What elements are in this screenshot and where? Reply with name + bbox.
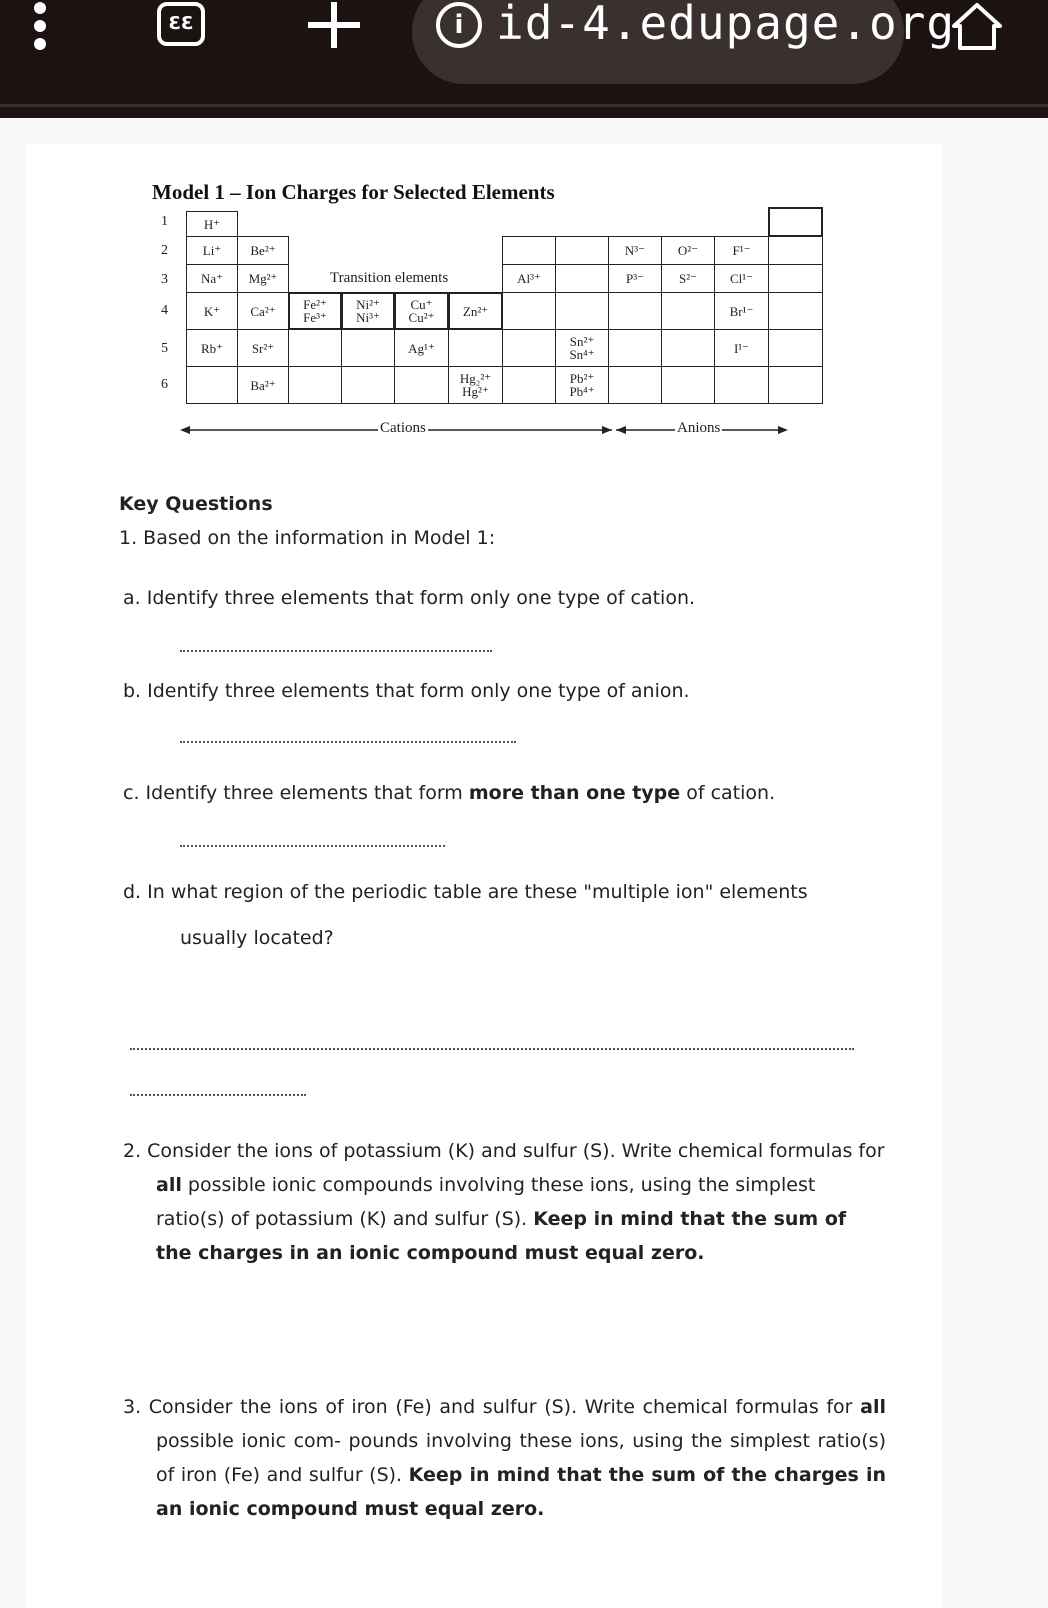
cell-ba	[237, 366, 289, 404]
cell-empty	[394, 366, 449, 404]
q2-bold-all: all	[156, 1174, 182, 1196]
ion-label: Cu⁺	[410, 297, 433, 312]
row-number: 2	[161, 243, 168, 258]
q2-text: 2. Consider the ions of potassium (K) and sulfur (S). Write chemical formulas for	[123, 1140, 885, 1162]
cell-rb	[186, 329, 238, 367]
ion-label: N³⁻	[624, 243, 646, 258]
cell-al	[502, 264, 556, 293]
ion-label: Hg₂²⁺	[459, 371, 492, 386]
question-1: 1. Based on the information in Model 1:	[119, 527, 496, 549]
q1c-text-end: of cation.	[680, 782, 776, 804]
toolbar-divider	[0, 104, 1048, 107]
cell-hg	[448, 366, 503, 404]
cell-empty	[288, 366, 342, 404]
q2-bold-note: Keep in mind that the sum of the charges in an ionic compound must equal zero.	[156, 1208, 847, 1264]
ion-label: Pb⁴⁺	[569, 384, 595, 399]
cell-empty	[555, 264, 609, 293]
ion-label: Ni²⁺	[356, 297, 380, 312]
ion-label: Br¹⁻	[729, 303, 754, 319]
question-1c	[123, 782, 775, 804]
cell-li	[186, 236, 238, 265]
ion-label: Fe²⁺	[303, 297, 327, 312]
cell-empty	[341, 366, 395, 404]
url-text[interactable]: id-4.edupage.org	[496, 0, 956, 50]
cell-empty	[502, 292, 556, 330]
cell-empty	[768, 264, 823, 293]
cell-o	[661, 236, 715, 265]
cell-pb	[555, 366, 609, 404]
ion-label: Ag¹⁺	[408, 340, 435, 356]
transition-elements-label: Transition elements	[330, 270, 449, 286]
cell-n	[608, 236, 662, 265]
ion-label: Fe³⁺	[303, 310, 327, 325]
cell-cl	[714, 264, 769, 293]
menu-dots-icon[interactable]	[28, 2, 52, 50]
ion-label: Rb⁺	[200, 340, 224, 356]
q1c-text: c. Identify three elements that form	[123, 782, 469, 804]
ion-label: Be²⁺	[250, 243, 276, 258]
ion-label: Al³⁺	[517, 271, 541, 286]
ion-label: Pb²⁺	[569, 371, 595, 386]
cell-empty	[608, 329, 662, 367]
answer-line-1d-2[interactable]	[130, 1094, 306, 1096]
cell-i	[714, 329, 769, 367]
cell-cu	[394, 292, 449, 330]
cell-empty	[341, 329, 395, 367]
browser-toolbar	[0, 0, 1048, 118]
ion-label: F¹⁻	[732, 243, 751, 258]
ion-label: Zn²⁺	[462, 303, 489, 319]
cell-empty	[502, 236, 556, 265]
question-1a: a. Identify three elements that form only one type of cation.	[123, 587, 696, 609]
answer-line-1b[interactable]	[180, 741, 516, 743]
cell-br	[714, 292, 769, 330]
row-number: 6	[161, 377, 168, 392]
cell-empty	[768, 329, 823, 367]
cell-s	[661, 264, 715, 293]
cell-ni	[341, 292, 395, 330]
cell-f	[714, 236, 769, 265]
ion-label: Ni³⁺	[356, 310, 380, 325]
row-number: 1	[161, 214, 168, 229]
answer-line-1a[interactable]	[180, 650, 492, 652]
cell-p	[608, 264, 662, 293]
answer-line-1d-1[interactable]	[130, 1048, 854, 1050]
ion-label: Ba²⁺	[250, 377, 276, 393]
cell-ag	[394, 329, 449, 367]
cell-empty	[768, 292, 823, 330]
answer-line-1c[interactable]	[180, 845, 445, 847]
cell-empty	[555, 236, 609, 265]
cell-empty	[714, 366, 769, 404]
site-info-icon[interactable]: i	[436, 2, 482, 48]
cell-empty	[186, 366, 238, 404]
q3-text-mid: possible ionic com- pounds involving these ions, using the simplest ratio(s) of iron (Fe) and sulfur (S).	[156, 1430, 886, 1486]
cell-empty	[608, 292, 662, 330]
cell-zn	[448, 292, 503, 330]
question-2	[123, 1134, 886, 1270]
cell-sr	[237, 329, 289, 367]
cell-noble	[768, 207, 823, 237]
ion-label: Sn²⁺	[569, 334, 595, 349]
home-icon[interactable]	[950, 2, 1004, 52]
cell-empty	[768, 366, 823, 404]
q1c-bold: more than one type	[468, 782, 681, 804]
ion-label: Hg²⁺	[462, 384, 489, 399]
ion-label: Mg²⁺	[248, 271, 278, 286]
cell-empty	[448, 329, 503, 367]
ion-label: Cl¹⁻	[729, 271, 754, 286]
cell-k	[186, 292, 238, 330]
cell-empty	[661, 366, 715, 404]
ion-label: Sr²⁺	[251, 340, 275, 356]
ion-label: K⁺	[203, 303, 221, 319]
ion-label: Li⁺	[202, 243, 222, 258]
question-1b: b. Identify three elements that form only one type of anion.	[123, 680, 690, 702]
cell-mg	[237, 264, 289, 293]
q3-text: 3. Consider the ions of iron (Fe) and sulfur (S). Write chemical formulas for	[123, 1396, 861, 1418]
ion-label: Ca²⁺	[250, 303, 276, 319]
cell-empty	[608, 366, 662, 404]
q2-text-mid: possible ionic compounds involving these ions, using the simplest ratio(s) of potassium (K) and sulfur (S).	[156, 1174, 816, 1230]
ion-label: P³⁻	[626, 271, 644, 286]
ion-label: Cu²⁺	[408, 310, 435, 325]
cell-be	[237, 236, 289, 265]
ion-charge-table	[161, 211, 842, 413]
question-1d: d. In what region of the periodic table are these "multiple ion" elements	[123, 881, 808, 903]
ion-label: Sn⁴⁺	[569, 347, 595, 362]
ion-label: O²⁻	[677, 243, 699, 258]
new-tab-icon[interactable]	[308, 2, 360, 48]
reader-mode-button[interactable]: ƐƐ	[157, 2, 205, 46]
row-number: 4	[161, 303, 168, 318]
key-questions-heading: Key Questions	[119, 493, 273, 515]
cell-ca	[237, 292, 289, 330]
cell-h	[186, 211, 238, 237]
cell-empty	[768, 236, 823, 265]
cations-label: Cations	[380, 420, 426, 436]
cell-fe	[288, 292, 342, 330]
cell-empty	[661, 329, 715, 367]
cell-empty	[555, 292, 609, 330]
cell-sn	[555, 329, 609, 367]
ion-label: I¹⁻	[733, 340, 750, 356]
ion-label: Na⁺	[200, 271, 224, 286]
ion-label: S²⁻	[679, 271, 697, 286]
q3-bold-all: all	[860, 1396, 886, 1418]
cell-empty	[288, 329, 342, 367]
cell-na	[186, 264, 238, 293]
cell-empty	[502, 329, 556, 367]
question-3	[123, 1390, 886, 1526]
model-title: Model 1 – Ion Charges for Selected Elements	[152, 180, 555, 204]
question-1d-cont: usually located?	[180, 927, 334, 949]
ion-label: H⁺	[203, 216, 221, 232]
anions-label: Anions	[677, 420, 721, 436]
cell-empty	[502, 366, 556, 404]
cell-empty	[661, 292, 715, 330]
row-number: 5	[161, 341, 168, 356]
row-number: 3	[161, 272, 168, 287]
q3-bold-note: Keep in mind that the sum of the charges in an ionic compound must equal zero.	[156, 1464, 886, 1520]
